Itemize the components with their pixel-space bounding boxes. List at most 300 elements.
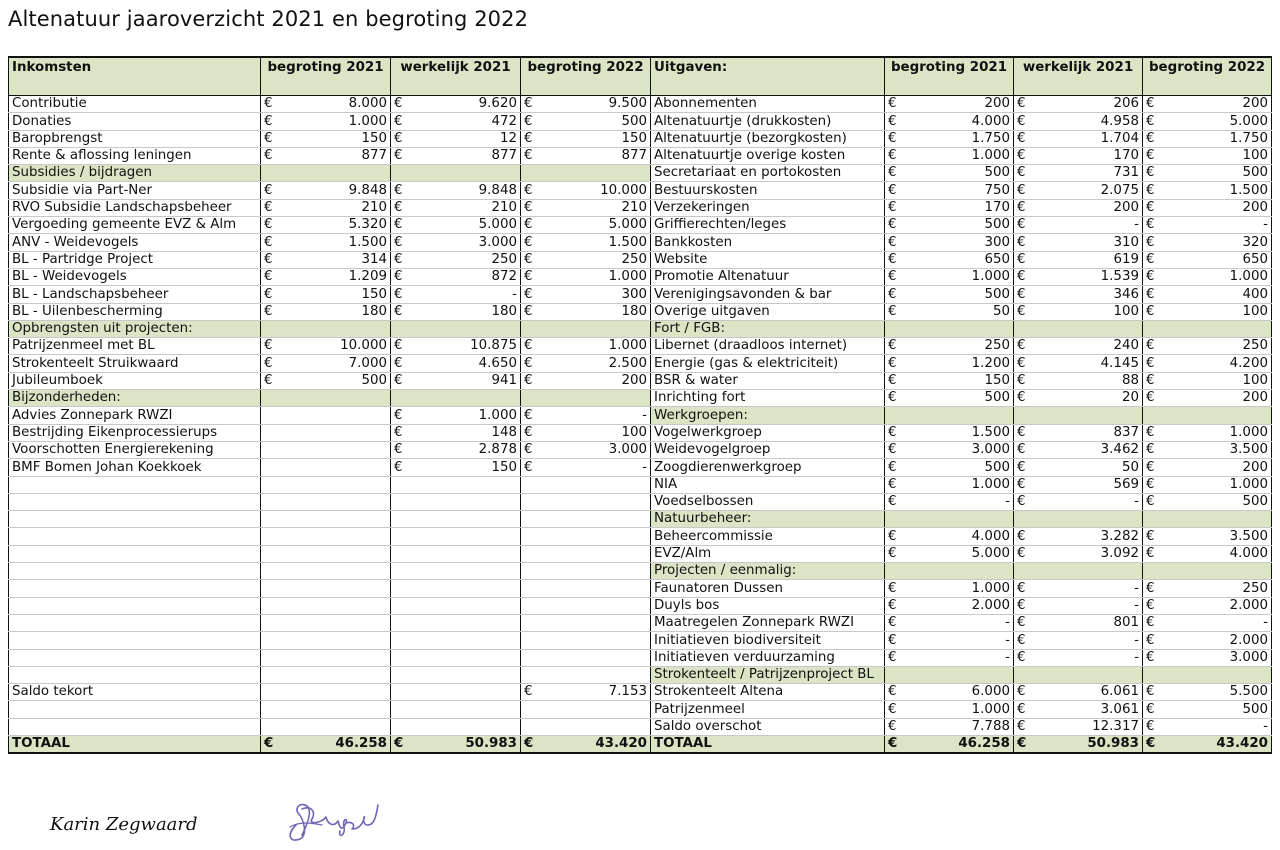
table-row: [9, 614, 1272, 631]
income-begroting-2021-header: begroting 2021: [261, 57, 391, 96]
expense-werkelijk-2021-cell: [1014, 113, 1143, 130]
expense-werkelijk-2021-cell: [1014, 684, 1143, 701]
expense-werkelijk-2021-cell: [1014, 165, 1143, 182]
euro-symbol: €: [394, 269, 403, 285]
amount-value: 100: [1242, 373, 1268, 389]
euro-symbol: €: [1017, 234, 1026, 250]
amount-value: 750: [984, 182, 1010, 198]
euro-symbol: €: [1146, 200, 1155, 216]
amount-value: 1.000: [971, 701, 1010, 717]
expense-begroting-2021-cell: [885, 493, 1014, 510]
income-begroting-2021-cell: [261, 286, 391, 303]
expense-werkelijk-2021-cell: [1014, 355, 1143, 372]
expense-begroting-2021-cell: [885, 338, 1014, 355]
expense-begroting-2021-cell: [885, 476, 1014, 493]
table-row: [9, 182, 1272, 199]
income-werkelijk-2021-cell: [391, 407, 521, 424]
income-label-cell: Bijzonderheden:: [9, 390, 261, 407]
amount-value: 10.000: [340, 338, 387, 354]
amount-value: -: [642, 407, 647, 423]
income-begroting-2021-cell: [261, 147, 391, 164]
expenses-begroting-2021-header: begroting 2021: [885, 57, 1014, 96]
euro-symbol: €: [888, 200, 897, 216]
income-label-cell: [9, 528, 261, 545]
income-total-w21: [391, 735, 521, 753]
euro-symbol: €: [888, 528, 897, 544]
euro-symbol: €: [888, 684, 897, 700]
expense-begroting-2021-cell: [885, 614, 1014, 631]
euro-symbol: €: [888, 442, 897, 458]
totals-row: [9, 735, 1272, 753]
income-label-cell: Opbrengsten uit projecten:: [9, 320, 261, 337]
income-werkelijk-2021-cell: [391, 320, 521, 337]
expense-werkelijk-2021-cell: [1014, 528, 1143, 545]
amount-value: 148: [491, 424, 517, 440]
amount-value: 569: [1113, 476, 1139, 492]
expense-begroting-2022-cell: [1143, 286, 1272, 303]
amount-value: 1.000: [1229, 476, 1268, 492]
income-label-cell: Bestrijding Eikenprocessierups: [9, 424, 261, 441]
income-begroting-2022-cell: [521, 390, 651, 407]
expense-total-label: TOTAAL: [651, 735, 885, 753]
euro-symbol: €: [524, 251, 533, 267]
expense-begroting-2021-cell: [885, 268, 1014, 285]
amount-value: 1.000: [971, 269, 1010, 285]
euro-symbol: €: [888, 165, 897, 181]
expense-label-cell: NIA: [651, 476, 885, 493]
amount-value: 9.848: [348, 182, 387, 198]
amount-value: 9.848: [478, 182, 517, 198]
income-label-cell: [9, 632, 261, 649]
income-begroting-2021-cell: [261, 528, 391, 545]
amount-value: 9.620: [478, 96, 517, 112]
euro-symbol: €: [524, 130, 533, 146]
euro-symbol: €: [1146, 269, 1155, 285]
euro-symbol: €: [1017, 476, 1026, 492]
euro-symbol: €: [1017, 390, 1026, 406]
income-begroting-2021-cell: [261, 666, 391, 683]
expense-werkelijk-2021-cell: [1014, 597, 1143, 614]
expense-begroting-2021-cell: [885, 632, 1014, 649]
expense-label-cell: Initiatieven biodiversiteit: [651, 632, 885, 649]
income-begroting-2022-cell: [521, 147, 651, 164]
income-werkelijk-2021-cell: [391, 130, 521, 147]
euro-symbol: €: [524, 338, 533, 354]
expense-begroting-2021-cell: [885, 580, 1014, 597]
income-werkelijk-2021-cell: [391, 545, 521, 562]
expense-begroting-2022-cell: [1143, 597, 1272, 614]
expense-label-cell: Altenatuurtje (bezorgkosten): [651, 130, 885, 147]
amount-value: 200: [1242, 200, 1268, 216]
income-begroting-2021-cell: [261, 355, 391, 372]
income-label-cell: Rente & aflossing leningen: [9, 147, 261, 164]
euro-symbol: €: [1017, 269, 1026, 285]
amount-value: 7.153: [608, 684, 647, 700]
amount-value: 200: [621, 373, 647, 389]
euro-symbol: €: [524, 373, 533, 389]
amount-value: -: [1134, 494, 1139, 510]
euro-symbol: €: [1146, 684, 1155, 700]
income-label-cell: [9, 476, 261, 493]
expense-begroting-2022-cell: [1143, 390, 1272, 407]
amount-value: 6.000: [971, 684, 1010, 700]
euro-symbol: €: [394, 407, 403, 423]
table-row: [9, 476, 1272, 493]
expense-begroting-2022-cell: [1143, 130, 1272, 147]
income-werkelijk-2021-cell: [391, 390, 521, 407]
income-begroting-2021-cell: [261, 441, 391, 458]
expense-begroting-2021-cell: [885, 182, 1014, 199]
expense-begroting-2022-cell: [1143, 476, 1272, 493]
expense-werkelijk-2021-cell: [1014, 199, 1143, 216]
amount-value: 250: [984, 338, 1010, 354]
table-row: [9, 286, 1272, 303]
table-row: [9, 165, 1272, 182]
expense-werkelijk-2021-cell: [1014, 372, 1143, 389]
amount-value: 50: [992, 303, 1010, 319]
expense-begroting-2022-cell: [1143, 545, 1272, 562]
euro-symbol: €: [888, 338, 897, 354]
amount-value: 500: [984, 286, 1010, 302]
euro-symbol: €: [1017, 597, 1026, 613]
euro-symbol: €: [1017, 580, 1026, 596]
expense-begroting-2021-cell: [885, 511, 1014, 528]
expense-begroting-2021-cell: [885, 441, 1014, 458]
amount-value: 8.000: [348, 96, 387, 112]
income-begroting-2022-cell: [521, 701, 651, 718]
euro-symbol: €: [394, 96, 403, 112]
amount-value: 100: [621, 424, 647, 440]
table-row: [9, 303, 1272, 320]
income-header: Inkomsten: [9, 57, 261, 96]
amount-value: 1.500: [348, 234, 387, 250]
income-werkelijk-2021-cell: [391, 268, 521, 285]
expense-begroting-2022-cell: [1143, 303, 1272, 320]
euro-symbol: €: [888, 424, 897, 440]
euro-symbol: €: [1017, 355, 1026, 371]
euro-symbol: €: [524, 736, 534, 752]
amount-value: 400: [1242, 286, 1268, 302]
income-begroting-2022-cell: [521, 476, 651, 493]
income-begroting-2021-cell: [261, 580, 391, 597]
amount-value: 170: [1113, 148, 1139, 164]
amount-value: 1.000: [608, 338, 647, 354]
expense-begroting-2021-cell: [885, 649, 1014, 666]
euro-symbol: €: [524, 182, 533, 198]
euro-symbol: €: [1017, 200, 1026, 216]
income-werkelijk-2021-cell: [391, 251, 521, 268]
income-begroting-2022-cell: [521, 563, 651, 580]
table-row: [9, 649, 1272, 666]
income-begroting-2021-cell: [261, 303, 391, 320]
euro-symbol: €: [888, 234, 897, 250]
euro-symbol: €: [524, 442, 533, 458]
amount-value: 50.983: [465, 736, 517, 752]
amount-value: 200: [1113, 200, 1139, 216]
table-row: [9, 718, 1272, 735]
income-begroting-2021-cell: [261, 268, 391, 285]
expense-label-cell: Maatregelen Zonnepark RWZI: [651, 614, 885, 631]
amount-value: 43.420: [1216, 736, 1268, 752]
euro-symbol: €: [264, 217, 273, 233]
amount-value: 1.750: [971, 130, 1010, 146]
expense-begroting-2022-cell: [1143, 182, 1272, 199]
income-label-cell: BL - Partridge Project: [9, 251, 261, 268]
euro-symbol: €: [1146, 424, 1155, 440]
amount-value: 4.650: [478, 355, 517, 371]
budget-table: [8, 56, 1272, 754]
income-label-cell: BMF Bomen Johan Koekkoek: [9, 459, 261, 476]
table-row: [9, 268, 1272, 285]
euro-symbol: €: [1017, 528, 1026, 544]
amount-value: 3.061: [1100, 701, 1139, 717]
euro-symbol: €: [394, 442, 403, 458]
euro-symbol: €: [888, 269, 897, 285]
amount-value: 3.000: [1229, 649, 1268, 665]
income-begroting-2021-cell: [261, 130, 391, 147]
euro-symbol: €: [1017, 442, 1026, 458]
income-werkelijk-2021-cell: [391, 649, 521, 666]
table-row: [9, 597, 1272, 614]
expense-werkelijk-2021-cell: [1014, 545, 1143, 562]
expense-begroting-2021-cell: [885, 251, 1014, 268]
income-begroting-2022-cell: [521, 320, 651, 337]
amount-value: 2.000: [1229, 597, 1268, 613]
amount-value: 500: [1242, 165, 1268, 181]
amount-value: 150: [984, 373, 1010, 389]
euro-symbol: €: [1146, 580, 1155, 596]
amount-value: 877: [621, 148, 647, 164]
income-label-cell: [9, 649, 261, 666]
table-row: [9, 493, 1272, 510]
expense-label-cell: Saldo overschot: [651, 718, 885, 735]
euro-symbol: €: [524, 269, 533, 285]
amount-value: -: [642, 459, 647, 475]
income-begroting-2022-cell: [521, 217, 651, 234]
expense-begroting-2021-cell: [885, 718, 1014, 735]
amount-value: 2.878: [478, 442, 517, 458]
euro-symbol: €: [524, 234, 533, 250]
amount-value: 250: [1242, 338, 1268, 354]
expense-werkelijk-2021-cell: [1014, 718, 1143, 735]
amount-value: 2.000: [1229, 632, 1268, 648]
euro-symbol: €: [264, 113, 273, 129]
amount-value: 9.500: [608, 96, 647, 112]
amount-value: 100: [1242, 303, 1268, 319]
income-label-cell: [9, 493, 261, 510]
euro-symbol: €: [1146, 615, 1155, 631]
euro-symbol: €: [1146, 442, 1155, 458]
amount-value: 5.000: [971, 546, 1010, 562]
expense-label-cell: Strokenteelt Altena: [651, 684, 885, 701]
euro-symbol: €: [1017, 217, 1026, 233]
expense-begroting-2022-cell: [1143, 563, 1272, 580]
amount-value: 1.704: [1100, 130, 1139, 146]
income-begroting-2022-cell: [521, 407, 651, 424]
euro-symbol: €: [888, 494, 897, 510]
expense-werkelijk-2021-cell: [1014, 286, 1143, 303]
amount-value: 200: [1242, 390, 1268, 406]
expense-begroting-2022-cell: [1143, 632, 1272, 649]
amount-value: 1.000: [971, 476, 1010, 492]
amount-value: 20: [1121, 390, 1139, 406]
income-begroting-2021-cell: [261, 217, 391, 234]
income-begroting-2022-cell: [521, 441, 651, 458]
euro-symbol: €: [394, 736, 404, 752]
income-label-cell: Baropbrengst: [9, 130, 261, 147]
table-row: [9, 459, 1272, 476]
income-begroting-2021-cell: [261, 251, 391, 268]
amount-value: -: [1134, 580, 1139, 596]
expense-label-cell: Promotie Altenatuur: [651, 268, 885, 285]
income-begroting-2022-cell: [521, 286, 651, 303]
income-label-cell: Contributie: [9, 96, 261, 113]
header-row: [9, 57, 1272, 96]
euro-symbol: €: [1146, 390, 1155, 406]
table-row: [9, 632, 1272, 649]
expense-label-cell: Patrijzenmeel: [651, 701, 885, 718]
expense-begroting-2021-cell: [885, 147, 1014, 164]
amount-value: 2.075: [1100, 182, 1139, 198]
income-begroting-2021-cell: [261, 234, 391, 251]
euro-symbol: €: [888, 718, 897, 734]
expense-werkelijk-2021-cell: [1014, 234, 1143, 251]
euro-symbol: €: [264, 338, 273, 354]
expense-werkelijk-2021-cell: [1014, 701, 1143, 718]
income-werkelijk-2021-cell: [391, 303, 521, 320]
amount-value: 300: [621, 286, 647, 302]
amount-value: 1.000: [971, 148, 1010, 164]
amount-value: 1.000: [1229, 269, 1268, 285]
amount-value: 3.000: [971, 442, 1010, 458]
expense-begroting-2022-cell: [1143, 217, 1272, 234]
amount-value: 801: [1113, 615, 1139, 631]
amount-value: 100: [1242, 148, 1268, 164]
income-werkelijk-2021-cell: [391, 563, 521, 580]
amount-value: 200: [1242, 459, 1268, 475]
expense-werkelijk-2021-cell: [1014, 96, 1143, 113]
income-begroting-2022-cell: [521, 355, 651, 372]
table-row: [9, 545, 1272, 562]
income-label-cell: [9, 563, 261, 580]
euro-symbol: €: [1017, 286, 1026, 302]
income-begroting-2022-cell: [521, 580, 651, 597]
income-label-cell: [9, 614, 261, 631]
table-row: [9, 217, 1272, 234]
euro-symbol: €: [394, 459, 403, 475]
euro-symbol: €: [1146, 494, 1155, 510]
euro-symbol: €: [1146, 701, 1155, 717]
euro-symbol: €: [888, 459, 897, 475]
euro-symbol: €: [888, 96, 897, 112]
table-row: [9, 199, 1272, 216]
amount-value: 320: [1242, 234, 1268, 250]
expense-begroting-2021-cell: [885, 424, 1014, 441]
amount-value: -: [1134, 632, 1139, 648]
income-begroting-2022-cell: [521, 545, 651, 562]
table-row: [9, 390, 1272, 407]
expense-begroting-2022-cell: [1143, 649, 1272, 666]
expense-label-cell: Initiatieven verduurzaming: [651, 649, 885, 666]
income-begroting-2021-cell: [261, 545, 391, 562]
income-werkelijk-2021-cell: [391, 614, 521, 631]
euro-symbol: €: [1017, 615, 1026, 631]
income-begroting-2022-cell: [521, 614, 651, 631]
amount-value: 500: [984, 165, 1010, 181]
income-werkelijk-2021-cell: [391, 96, 521, 113]
amount-value: 877: [361, 148, 387, 164]
amount-value: 1.209: [348, 269, 387, 285]
euro-symbol: €: [1017, 701, 1026, 717]
amount-value: 5.320: [348, 217, 387, 233]
expense-begroting-2022-cell: [1143, 268, 1272, 285]
income-begroting-2021-cell: [261, 614, 391, 631]
income-begroting-2021-cell: [261, 424, 391, 441]
amount-value: 3.282: [1100, 528, 1139, 544]
euro-symbol: €: [1017, 546, 1026, 562]
expense-total-w21: [1014, 735, 1143, 753]
income-werkelijk-2021-cell: [391, 147, 521, 164]
income-werkelijk-2021-cell: [391, 355, 521, 372]
euro-symbol: €: [888, 597, 897, 613]
euro-symbol: €: [1146, 632, 1155, 648]
amount-value: 170: [984, 200, 1010, 216]
amount-value: 5.500: [1229, 684, 1268, 700]
table-row: [9, 113, 1272, 130]
euro-symbol: €: [524, 303, 533, 319]
amount-value: 1.500: [971, 424, 1010, 440]
amount-value: 4.000: [971, 113, 1010, 129]
table-row: [9, 684, 1272, 701]
euro-symbol: €: [524, 407, 533, 423]
income-label-cell: [9, 701, 261, 718]
page-title: Altenatuur jaaroverzicht 2021 en begroting 2022: [8, 7, 529, 31]
expense-begroting-2021-cell: [885, 407, 1014, 424]
euro-symbol: €: [264, 251, 273, 267]
income-werkelijk-2021-cell: [391, 217, 521, 234]
table-row: [9, 580, 1272, 597]
income-label-cell: [9, 718, 261, 735]
amount-value: 346: [1113, 286, 1139, 302]
expense-label-cell: EVZ/Alm: [651, 545, 885, 562]
euro-symbol: €: [1017, 130, 1026, 146]
income-werkelijk-2021-cell: [391, 199, 521, 216]
income-label-cell: Strokenteelt Struikwaard: [9, 355, 261, 372]
income-begroting-2022-cell: [521, 511, 651, 528]
income-total-label: TOTAAL: [9, 735, 261, 753]
euro-symbol: €: [1146, 459, 1155, 475]
amount-value: -: [1134, 649, 1139, 665]
expense-begroting-2021-cell: [885, 286, 1014, 303]
expense-begroting-2022-cell: [1143, 441, 1272, 458]
euro-symbol: €: [1146, 546, 1155, 562]
amount-value: 300: [984, 234, 1010, 250]
table-row: [9, 130, 1272, 147]
income-werkelijk-2021-cell: [391, 684, 521, 701]
amount-value: 1.000: [971, 580, 1010, 596]
euro-symbol: €: [1017, 649, 1026, 665]
expense-begroting-2021-cell: [885, 320, 1014, 337]
amount-value: 4.200: [1229, 355, 1268, 371]
expense-begroting-2022-cell: [1143, 338, 1272, 355]
table-row: [9, 407, 1272, 424]
euro-symbol: €: [1017, 113, 1026, 129]
amount-value: 500: [984, 217, 1010, 233]
income-label-cell: BL - Weidevogels: [9, 268, 261, 285]
euro-symbol: €: [264, 96, 273, 112]
amount-value: 3.500: [1229, 442, 1268, 458]
expense-werkelijk-2021-cell: [1014, 268, 1143, 285]
